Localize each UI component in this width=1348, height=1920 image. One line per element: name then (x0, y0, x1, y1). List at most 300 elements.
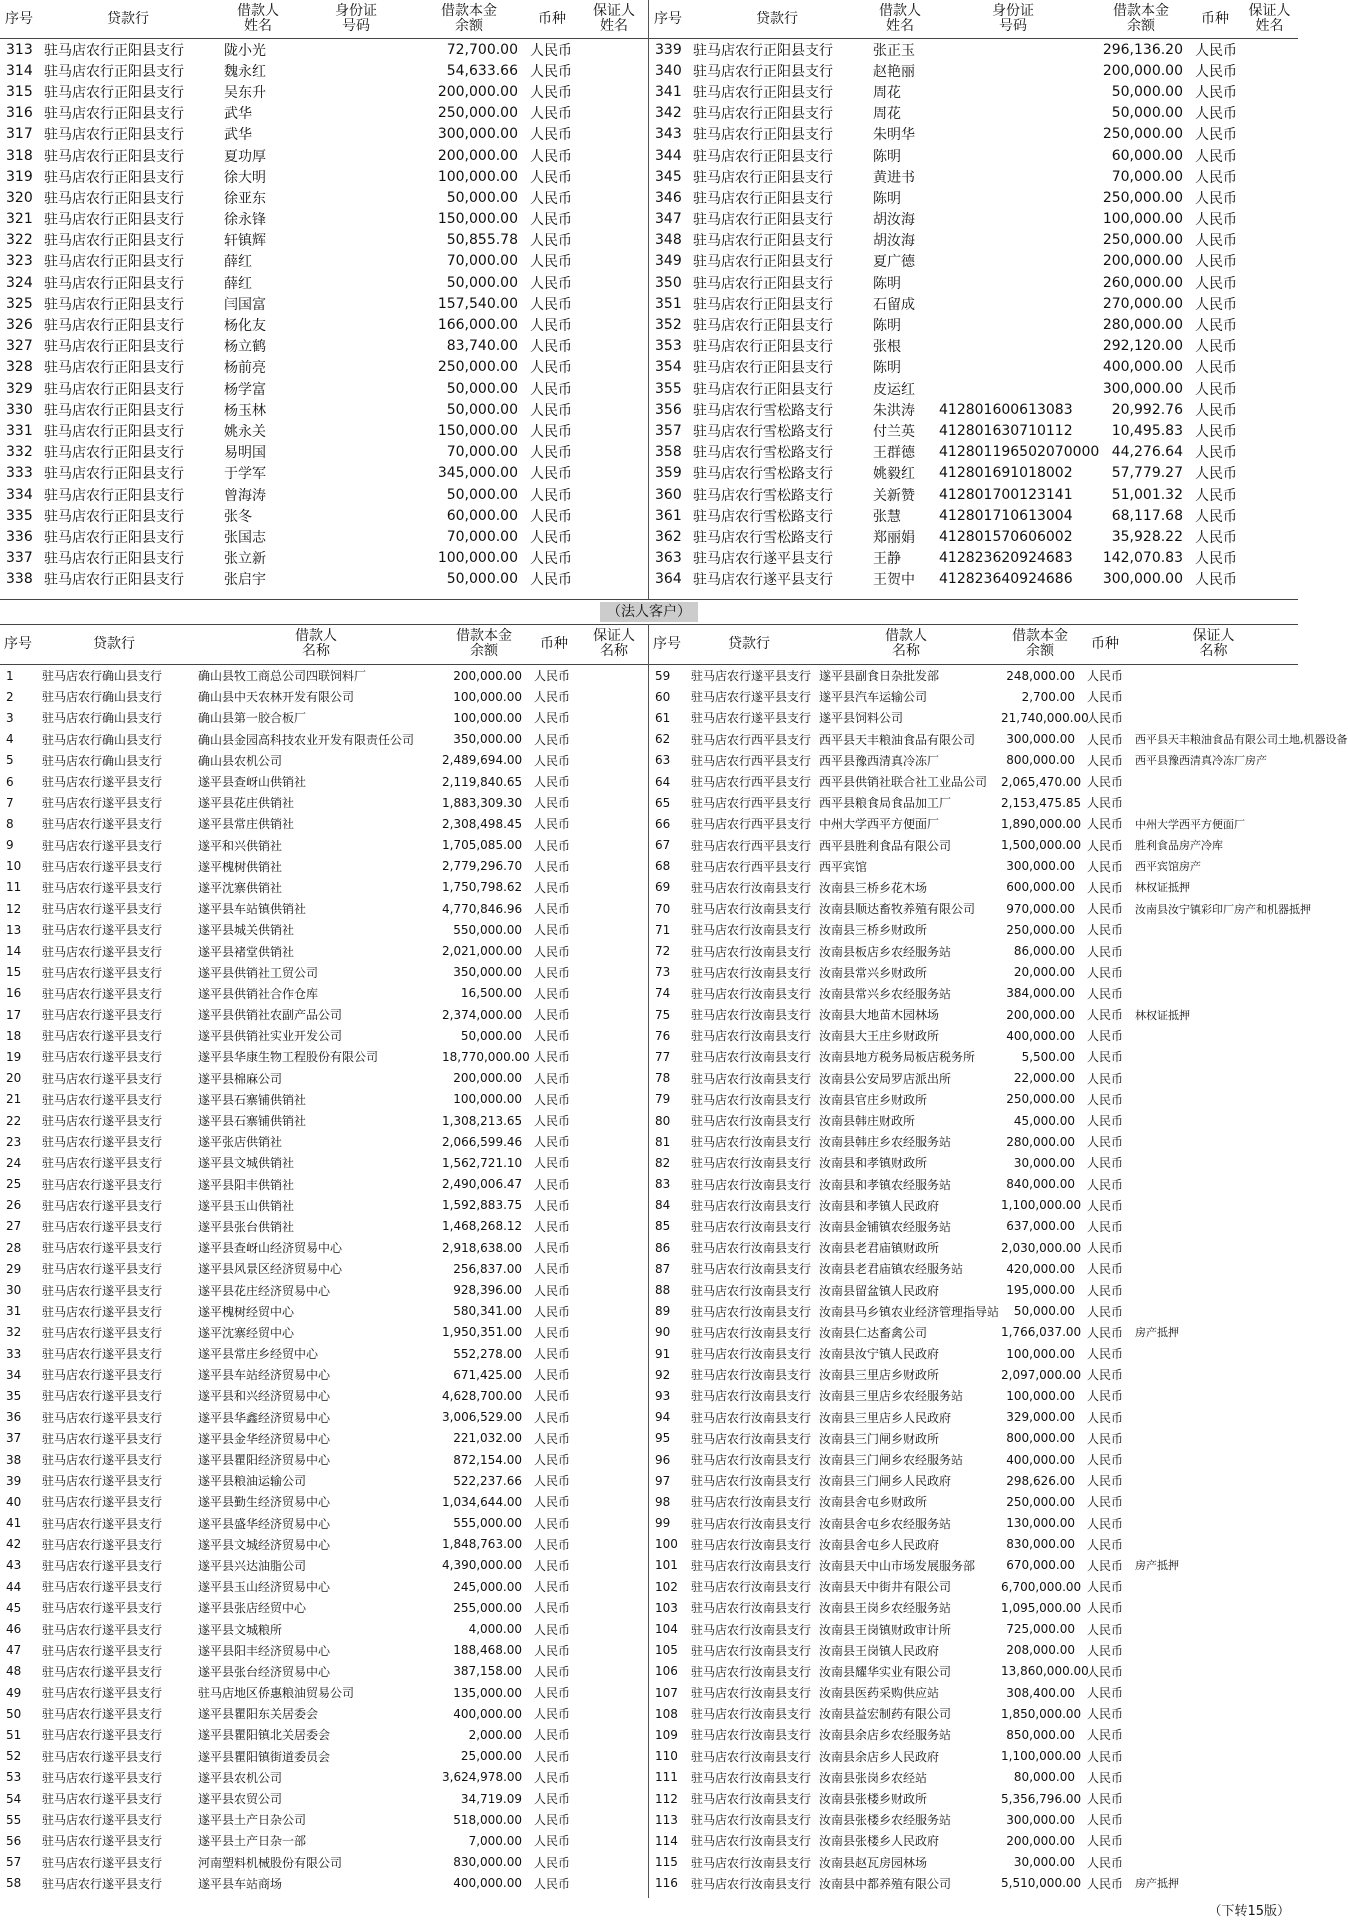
table-row (649, 1449, 1298, 1470)
cell-amount: 2,700.00 (1021, 689, 1075, 704)
cell-guarantor (1129, 1279, 1298, 1300)
cell-guarantor (1129, 1110, 1298, 1131)
cell-guarantor (580, 1597, 648, 1618)
cell-guarantor (1129, 1491, 1298, 1512)
cell-amount: 221,032.00 (453, 1431, 522, 1446)
cell-currency: 人民币 (534, 753, 571, 768)
cell-amount: 1,500,000.00 (1001, 838, 1082, 853)
cell-currency: 人民币 (1195, 508, 1237, 525)
cell-seq: 349 (655, 253, 682, 270)
table-row (649, 1237, 1298, 1258)
table-row (0, 707, 648, 728)
cell-amount: 298,626.00 (1006, 1473, 1075, 1488)
table-row (649, 729, 1298, 750)
cell-currency: 人民币 (1087, 669, 1124, 684)
cell-bank: 驻马店农行正阳县支行 (693, 233, 833, 250)
cell-currency: 人民币 (534, 796, 571, 811)
cell-guarantor (1241, 357, 1298, 378)
cell-bank: 驻马店农行遂平县支行 (42, 1283, 163, 1298)
cell-borrower: 遂平县文城供销社 (198, 1156, 295, 1171)
cell-seq: 111 (655, 1770, 678, 1785)
cell-currency: 人民币 (1087, 1813, 1124, 1828)
table-row (649, 569, 1298, 590)
table-row (649, 813, 1298, 834)
cell-seq: 100 (655, 1537, 678, 1552)
cell-guarantor (580, 707, 648, 728)
cell-bank: 驻马店农行确山县支行 (42, 753, 163, 768)
table-row (649, 1852, 1298, 1873)
cell-guarantor (1129, 1152, 1298, 1173)
cell-amount: 100,000.00 (453, 1092, 522, 1107)
cell-bank: 驻马店农行遂平县支行 (42, 838, 163, 853)
cell-currency: 人民币 (534, 1728, 571, 1743)
cell-guarantor: 林权证抵押 (1135, 1008, 1190, 1022)
table-row (649, 145, 1298, 166)
cell-bank: 驻马店农行汝南县支行 (691, 965, 812, 980)
table-row (649, 877, 1298, 898)
cell-amount: 200,000.00 (1006, 1833, 1075, 1848)
table-row (0, 463, 648, 484)
individual-table-left (0, 0, 648, 590)
cell-amount: 16,500.00 (460, 986, 522, 1001)
cell-id (933, 230, 1093, 251)
cell-guarantor (1241, 60, 1298, 81)
cell-guarantor (580, 357, 648, 378)
cell-bank: 驻马店农行遂平县支行 (42, 1453, 163, 1468)
cell-id (298, 187, 414, 208)
cell-guarantor (1129, 1682, 1298, 1703)
cell-borrower: 汝南县顺达畜牧养殖有限公司 (819, 902, 976, 917)
cell-guarantor (1241, 378, 1298, 399)
cell-currency: 人民币 (530, 572, 572, 589)
cell-bank: 驻马店农行正阳县支行 (44, 360, 184, 377)
cell-amount: 5,510,000.00 (1001, 1876, 1082, 1891)
cell-bank: 驻马店农行汝南县支行 (691, 1855, 812, 1870)
cell-guarantor (580, 251, 648, 272)
cell-borrower: 周花 (873, 106, 901, 123)
cell-amount: 200,000.00 (437, 147, 518, 164)
cell-guarantor (580, 983, 648, 1004)
cell-amount: 5,356,796.00 (1001, 1791, 1082, 1806)
cell-borrower: 汝南县三桥乡财政所 (819, 923, 928, 938)
cell-guarantor (1241, 293, 1298, 314)
table-row (0, 484, 648, 505)
cell-guarantor (1241, 336, 1298, 357)
cell-amount: 850,000.00 (1006, 1727, 1075, 1742)
cell-bank: 驻马店农行遂平县支行 (42, 1071, 163, 1086)
cell-bank: 驻马店农行遂平县支行 (42, 1156, 163, 1171)
cell-borrower: 汝南县常兴乡财政所 (819, 965, 928, 980)
cell-id (298, 420, 414, 441)
cell-borrower: 魏永红 (224, 63, 266, 80)
cell-currency: 人民币 (534, 1029, 571, 1044)
cell-bank: 驻马店农行遂平县支行 (42, 1855, 163, 1870)
table-row (0, 209, 648, 230)
cell-guarantor (580, 505, 648, 526)
table-row (649, 1152, 1298, 1173)
cell-seq: 362 (655, 528, 682, 545)
table-row (0, 792, 648, 813)
cell-seq: 56 (6, 1833, 22, 1848)
continued-note: （下转15版） (1208, 1904, 1290, 1919)
cell-amount: 100,000.00 (1006, 1346, 1075, 1361)
cell-borrower: 杨化友 (224, 318, 266, 335)
cell-bank: 驻马店农行遂平县支行 (42, 965, 163, 980)
cell-amount: 800,000.00 (1006, 753, 1075, 768)
cell-seq: 35 (6, 1388, 22, 1403)
cell-bank: 驻马店农行正阳县支行 (44, 339, 184, 356)
cell-seq: 66 (655, 816, 671, 831)
cell-guarantor (580, 272, 648, 293)
cell-seq: 15 (6, 965, 22, 980)
cell-bank: 驻马店农行正阳县支行 (693, 106, 833, 123)
cell-bank: 驻马店农行遂平县支行 (42, 1516, 163, 1531)
cell-borrower: 汝南县天中山市场发展服务部 (819, 1558, 976, 1573)
cell-seq: 352 (655, 317, 682, 334)
cell-amount: 200,000.00 (453, 1071, 522, 1086)
cell-amount: 30,000.00 (1013, 1155, 1075, 1170)
cell-borrower: 遂平县张台供销社 (198, 1219, 295, 1234)
cell-borrower: 闫国富 (224, 296, 266, 313)
cell-currency: 人民币 (1087, 1008, 1124, 1023)
cell-guarantor (580, 484, 648, 505)
cell-amount: 200,000.00 (1006, 1007, 1075, 1022)
cell-seq: 95 (655, 1431, 671, 1446)
cell-guarantor (580, 665, 648, 687)
cell-guarantor (580, 1152, 648, 1173)
table-row (0, 569, 648, 590)
cell-bank: 驻马店农行遂平县支行 (42, 1219, 163, 1234)
cell-borrower: 遂平县农机公司 (198, 1770, 283, 1785)
cell-borrower: 西平宾馆 (819, 859, 868, 874)
cell-borrower: 遂平县供销社合作仓库 (198, 986, 319, 1001)
table-row (0, 877, 648, 898)
cell-seq: 79 (655, 1092, 671, 1107)
cell-currency: 人民币 (1087, 1453, 1124, 1468)
cell-guarantor (580, 1322, 648, 1343)
table-row (0, 1597, 648, 1618)
cell-amount: 50,000.00 (460, 1028, 522, 1043)
cell-seq: 32 (6, 1325, 22, 1340)
cell-borrower: 张立新 (224, 551, 266, 568)
cell-id (298, 81, 414, 102)
cell-borrower: 夏功厚 (224, 148, 266, 165)
cell-amount: 50,000.00 (1111, 105, 1183, 122)
cell-bank: 驻马店农行汝南县支行 (691, 1241, 812, 1256)
cell-borrower: 遂平沈寨经贸中心 (198, 1325, 295, 1340)
cell-bank: 驻马店农行汝南县支行 (691, 1283, 812, 1298)
cell-borrower: 西平县粮食局食品加工厂 (819, 796, 952, 811)
cell-guarantor (1129, 1809, 1298, 1830)
table-row (649, 272, 1298, 293)
table-row (0, 1301, 648, 1322)
cell-seq: 99 (655, 1516, 671, 1531)
cell-borrower: 张国志 (224, 529, 266, 546)
cell-guarantor (1241, 463, 1298, 484)
header-borrower: 借款人 姓名 (218, 0, 298, 39)
cell-bank: 驻马店农行遂平县支行 (42, 944, 163, 959)
cell-guarantor (1241, 569, 1298, 590)
cell-bank: 驻马店农行遂平县支行 (691, 711, 812, 726)
cell-amount: 7,000.00 (468, 1833, 522, 1848)
cell-bank: 驻马店农行西平县支行 (691, 817, 812, 832)
cell-borrower: 汝南县耀华实业有限公司 (819, 1664, 952, 1679)
cell-currency: 人民币 (534, 1453, 571, 1468)
cell-bank: 驻马店农行汝南县支行 (691, 1431, 812, 1446)
cell-seq: 347 (655, 211, 682, 228)
cell-currency: 人民币 (534, 1368, 571, 1383)
cell-seq: 91 (655, 1346, 671, 1361)
cell-currency: 人民币 (1195, 466, 1237, 483)
cell-seq: 107 (655, 1685, 678, 1700)
cell-guarantor: 汝南县汝宁镇彩印厂房产和机器抵押 (1135, 902, 1311, 916)
cell-id (298, 336, 414, 357)
cell-borrower: 薛红 (224, 254, 252, 271)
header-guarantor: 保证人 名称 (580, 624, 648, 665)
cell-guarantor (1241, 209, 1298, 230)
table-row (0, 1428, 648, 1449)
cell-bank: 驻马店农行汝南县支行 (691, 1389, 812, 1404)
cell-borrower: 汝南县和孝镇人民政府 (819, 1198, 940, 1213)
table-row (649, 1597, 1298, 1618)
cell-id (933, 209, 1093, 230)
cell-seq: 359 (655, 465, 682, 482)
cell-seq: 344 (655, 147, 682, 164)
cell-seq: 112 (655, 1791, 678, 1806)
cell-id (298, 145, 414, 166)
cell-guarantor (1241, 166, 1298, 187)
cell-bank: 驻马店农行正阳县支行 (693, 212, 833, 229)
cell-borrower: 汝南县三门闸乡人民政府 (819, 1474, 952, 1489)
table-row (0, 548, 648, 569)
cell-seq: 318 (6, 147, 33, 164)
cell-seq: 12 (6, 901, 22, 916)
cell-bank: 驻马店农行汝南县支行 (691, 1728, 812, 1743)
cell-guarantor (1129, 940, 1298, 961)
cell-borrower: 汝南县地方税务局板店税务所 (819, 1050, 976, 1065)
cell-borrower: 遂平县玉山供销社 (198, 1198, 295, 1213)
cell-bank: 驻马店农行遂平县支行 (42, 796, 163, 811)
table-row (649, 686, 1298, 707)
cell-seq: 2 (6, 689, 14, 704)
table-row (649, 750, 1298, 771)
table-row (649, 1364, 1298, 1385)
cell-guarantor (580, 940, 648, 961)
cell-borrower: 遂平县石寨铺供销社 (198, 1092, 307, 1107)
cell-currency: 人民币 (1087, 880, 1124, 895)
cell-currency: 人民币 (530, 466, 572, 483)
cell-seq: 44 (6, 1579, 22, 1594)
cell-borrower: 陈明 (873, 275, 901, 292)
cell-seq: 80 (655, 1113, 671, 1128)
cell-guarantor (580, 1195, 648, 1216)
cell-amount: 928,396.00 (453, 1283, 522, 1298)
cell-currency: 人民币 (534, 1114, 571, 1129)
table-row (649, 378, 1298, 399)
cell-amount: 2,066,599.46 (442, 1134, 523, 1149)
cell-amount: 4,628,700.00 (442, 1388, 523, 1403)
cell-bank: 驻马店农行汝南县支行 (691, 1135, 812, 1150)
cell-borrower: 曾海涛 (224, 487, 266, 504)
cell-currency: 人民币 (1087, 1071, 1124, 1086)
cell-borrower: 朱洪涛 (873, 402, 915, 419)
table-row (0, 1830, 648, 1851)
table-row (0, 336, 648, 357)
table-row (649, 103, 1298, 124)
cell-borrower: 汝南县和孝镇财政所 (819, 1156, 928, 1171)
cell-bank: 驻马店农行正阳县支行 (693, 339, 833, 356)
cell-seq: 101 (655, 1558, 678, 1573)
cell-amount: 250,000.00 (437, 359, 518, 376)
cell-amount: 400,000.00 (1006, 1028, 1075, 1043)
cell-seq: 28 (6, 1240, 22, 1255)
cell-seq: 73 (655, 965, 671, 980)
cell-seq: 340 (655, 62, 682, 79)
table-row (0, 1385, 648, 1406)
cell-borrower: 汝南县张楼乡人民政府 (819, 1834, 940, 1849)
table-row (0, 686, 648, 707)
cell-guarantor: 胜利食品房产冷库 (1135, 839, 1223, 853)
cell-bank: 驻马店农行遂平县支行 (42, 902, 163, 917)
cell-seq: 341 (655, 83, 682, 100)
cell-currency: 人民币 (534, 1707, 571, 1722)
cell-borrower: 确山县金园高科技农业开发有限责任公司 (198, 732, 415, 747)
cell-bank: 驻马店农行遂平县支行 (42, 1686, 163, 1701)
table-row (649, 1788, 1298, 1809)
cell-amount: 1,850,000.00 (1001, 1706, 1082, 1721)
cell-seq: 54 (6, 1791, 22, 1806)
cell-borrower: 遂平沈寨供销社 (198, 880, 283, 895)
cell-amount: 248,000.00 (1006, 668, 1075, 683)
cell-currency: 人民币 (534, 859, 571, 874)
cell-currency: 人民币 (1087, 1728, 1124, 1743)
cell-id (933, 357, 1093, 378)
cell-seq: 338 (6, 571, 33, 588)
cell-seq: 17 (6, 1007, 22, 1022)
cell-currency: 人民币 (534, 1135, 571, 1150)
cell-seq: 13 (6, 922, 22, 937)
cell-amount: 872,154.00 (453, 1452, 522, 1467)
table-row (0, 1258, 648, 1279)
cell-guarantor (580, 1449, 648, 1470)
cell-seq: 97 (655, 1473, 671, 1488)
cell-currency: 人民币 (534, 880, 571, 895)
cell-id (933, 103, 1093, 124)
cell-borrower: 遂平县瞿阳镇北关居委会 (198, 1728, 331, 1743)
cell-amount: 280,000.00 (1102, 317, 1183, 334)
cell-seq: 89 (655, 1304, 671, 1319)
table-row (649, 1195, 1298, 1216)
cell-amount: 250,000.00 (1006, 1494, 1075, 1509)
table-row (649, 771, 1298, 792)
cell-id (298, 166, 414, 187)
cell-guarantor (580, 569, 648, 590)
cell-seq: 116 (655, 1876, 678, 1891)
cell-currency: 人民币 (530, 190, 572, 207)
cell-currency: 人民币 (530, 423, 572, 440)
cell-currency: 人民币 (1195, 190, 1237, 207)
table-row (0, 1089, 648, 1110)
cell-id (298, 484, 414, 505)
cell-seq: 110 (655, 1749, 678, 1764)
cell-id (933, 378, 1093, 399)
cell-currency: 人民币 (534, 1834, 571, 1849)
cell-borrower: 遂平和兴供销社 (198, 838, 283, 853)
cell-currency: 人民币 (1087, 1537, 1124, 1552)
cell-amount: 671,425.00 (453, 1367, 522, 1382)
cell-borrower: 杨学富 (224, 381, 266, 398)
cell-amount: 50,000.00 (446, 401, 518, 418)
cell-borrower: 汝南县金铺镇农经服务站 (819, 1219, 952, 1234)
cell-borrower: 石留成 (873, 296, 915, 313)
cell-borrower: 汝南县医药采购供应站 (819, 1686, 940, 1701)
cell-amount: 830,000.00 (453, 1855, 522, 1870)
cell-currency: 人民币 (534, 1156, 571, 1171)
cell-currency: 人民币 (530, 296, 572, 313)
table-row (0, 505, 648, 526)
cell-borrower: 遂平县土产日杂公司 (198, 1813, 307, 1828)
table-row (649, 1407, 1298, 1428)
cell-currency: 人民币 (1087, 859, 1124, 874)
cell-amount: 725,000.00 (1006, 1622, 1075, 1637)
cell-currency: 人民币 (1195, 360, 1237, 377)
cell-seq: 42 (6, 1537, 22, 1552)
table-row (0, 1237, 648, 1258)
cell-guarantor (580, 293, 648, 314)
cell-bank: 驻马店农行汝南县支行 (691, 1537, 812, 1552)
cell-currency: 人民币 (1087, 775, 1124, 790)
cell-borrower: 徐亚东 (224, 190, 266, 207)
cell-bank: 驻马店农行正阳县支行 (44, 529, 184, 546)
table-row (0, 145, 648, 166)
cell-borrower: 遂平县查岈山经济贸易中心 (198, 1241, 343, 1256)
cell-seq: 27 (6, 1219, 22, 1234)
cell-currency: 人民币 (1087, 902, 1124, 917)
table-row (0, 526, 648, 547)
table-row (649, 1830, 1298, 1851)
cell-guarantor (1129, 983, 1298, 1004)
table-row (649, 314, 1298, 335)
table-row (649, 1618, 1298, 1639)
table-row (0, 962, 648, 983)
cell-borrower: 西平县胜利食品有限公司 (819, 838, 952, 853)
cell-seq: 329 (6, 380, 33, 397)
cell-currency: 人民币 (530, 402, 572, 419)
cell-bank: 驻马店农行汝南县支行 (691, 1453, 812, 1468)
cell-bank: 驻马店农行遂平县支行 (42, 775, 163, 790)
table-row (649, 665, 1298, 687)
cell-amount: 1,562,721.10 (442, 1155, 523, 1170)
table-row (0, 1174, 648, 1195)
cell-guarantor (580, 877, 648, 898)
cell-borrower: 张慧 (873, 508, 901, 525)
cell-currency: 人民币 (530, 63, 572, 80)
table-row (0, 1724, 648, 1745)
cell-amount: 3,624,978.00 (442, 1770, 523, 1785)
table-row (649, 209, 1298, 230)
cell-bank: 驻马店农行确山县支行 (42, 669, 163, 684)
cell-borrower: 驻马店地区侨惠粮油贸易公司 (198, 1686, 355, 1701)
cell-borrower: 遂平县饲料公司 (819, 711, 904, 726)
cell-bank: 驻马店农行正阳县支行 (44, 572, 184, 589)
cell-guarantor (580, 1258, 648, 1279)
cell-currency: 人民币 (1087, 1325, 1124, 1340)
cell-id (298, 39, 414, 61)
cell-amount: 22,000.00 (1013, 1071, 1075, 1086)
table-row (649, 1703, 1298, 1724)
cell-amount: 350,000.00 (453, 965, 522, 980)
cell-amount: 522,237.66 (453, 1473, 522, 1488)
